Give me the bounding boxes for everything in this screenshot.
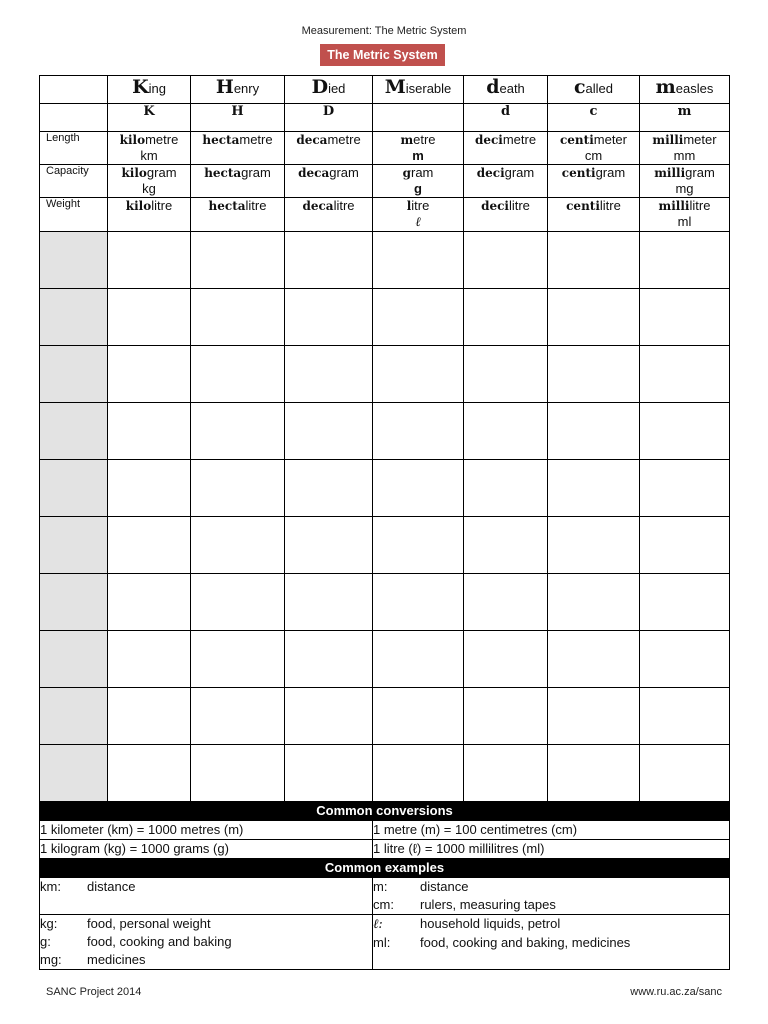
unit-cell: decimetre [464, 132, 548, 165]
examples-header-row [40, 859, 730, 878]
conversion-item: 1 litre (ℓ) = 1000 millilitres (ml) [373, 840, 730, 859]
blank-practice-row [40, 460, 730, 517]
mnemonic-word: Henry [191, 76, 285, 104]
prefix-abbreviation: m [640, 104, 730, 132]
unit-cell: litre ℓ [373, 198, 464, 232]
prefix-abbreviation [373, 104, 464, 132]
example-cell [373, 915, 730, 970]
mnemonic-word: King [108, 76, 191, 104]
mnemonic-row [40, 76, 730, 104]
unit-cell: hectagram [191, 165, 285, 198]
title-badge: The Metric System [320, 44, 445, 66]
blank-practice-row [40, 574, 730, 631]
unit-cell: kilometre km [108, 132, 191, 165]
blank-practice-row [40, 289, 730, 346]
unit-cell: centimeter cm [548, 132, 640, 165]
prefix-abbreviation-row [40, 104, 730, 132]
unit-cell: centigram [548, 165, 640, 198]
prefix-abbreviation: d [464, 104, 548, 132]
prefix-abbreviation: c [548, 104, 640, 132]
example-cell [40, 878, 373, 915]
document-title: Measurement: The Metric System [301, 25, 467, 37]
prefix-abbreviation: D [285, 104, 373, 132]
conversion-item: 1 metre (m) = 100 centimetres (cm) [373, 821, 730, 840]
examples-row [40, 878, 730, 915]
unit-cell: kilolitre [108, 198, 191, 232]
blank-practice-row [40, 346, 730, 403]
row-label: Capacity [40, 165, 108, 198]
row-label: Weight [40, 198, 108, 232]
capacity-row [40, 165, 730, 198]
row-label: Length [40, 132, 108, 165]
unit-cell: decalitre [285, 198, 373, 232]
weight-row [40, 198, 730, 232]
conversion-item: 1 kilogram (kg) = 1000 grams (g) [40, 840, 373, 859]
example-line: kg: food, personal weight [40, 916, 211, 931]
corner-cell [40, 76, 108, 104]
conversion-item: 1 kilometer (km) = 1000 metres (m) [40, 821, 373, 840]
example-cell [373, 878, 730, 915]
unit-cell: centilitre [548, 198, 640, 232]
example-line: m: distance [373, 879, 469, 894]
conversions-header-row [40, 802, 730, 821]
example-line: ℓ: household liquids, petrol [373, 916, 561, 932]
unit-cell: millilitre ml [640, 198, 730, 232]
footer-project: SANC Project 2014 [46, 986, 142, 998]
footer-url: www.ru.ac.za/sanc [630, 986, 722, 998]
corner-cell [40, 104, 108, 132]
unit-cell: millimeter mm [640, 132, 730, 165]
blank-practice-row [40, 688, 730, 745]
example-line: g: food, cooking and baking [40, 934, 232, 949]
unit-cell: decilitre [464, 198, 548, 232]
examples-row [40, 915, 730, 970]
mnemonic-word: measles [640, 76, 730, 104]
metric-system-table [39, 75, 730, 970]
blank-practice-row [40, 403, 730, 460]
unit-cell: decagram [285, 165, 373, 198]
prefix-abbreviation: K [108, 104, 191, 132]
blank-practice-row [40, 745, 730, 802]
length-row [40, 132, 730, 165]
unit-cell: kilogram kg [108, 165, 191, 198]
mnemonic-word: Miserable [373, 76, 464, 104]
blank-practice-row [40, 517, 730, 574]
conversions-heading: Common conversions [40, 802, 730, 821]
conversion-row [40, 840, 730, 859]
unit-cell: milligram mg [640, 165, 730, 198]
example-line: ml: food, cooking and baking, medicines [373, 935, 631, 950]
examples-heading: Common examples [40, 859, 730, 878]
mnemonic-word: Died [285, 76, 373, 104]
blank-practice-row [40, 631, 730, 688]
example-line: cm: rulers, measuring tapes [373, 897, 556, 912]
unit-cell: hectametre [191, 132, 285, 165]
blank-practice-row [40, 232, 730, 289]
example-line: km: distance [40, 879, 136, 894]
unit-cell: decametre [285, 132, 373, 165]
prefix-abbreviation: H [191, 104, 285, 132]
example-line: mg: medicines [40, 952, 146, 967]
unit-cell: hectalitre [191, 198, 285, 232]
unit-cell: metre m [373, 132, 464, 165]
unit-cell: decigram [464, 165, 548, 198]
example-cell [40, 915, 373, 970]
conversion-row [40, 821, 730, 840]
unit-cell: gram g [373, 165, 464, 198]
mnemonic-word: called [548, 76, 640, 104]
mnemonic-word: death [464, 76, 548, 104]
